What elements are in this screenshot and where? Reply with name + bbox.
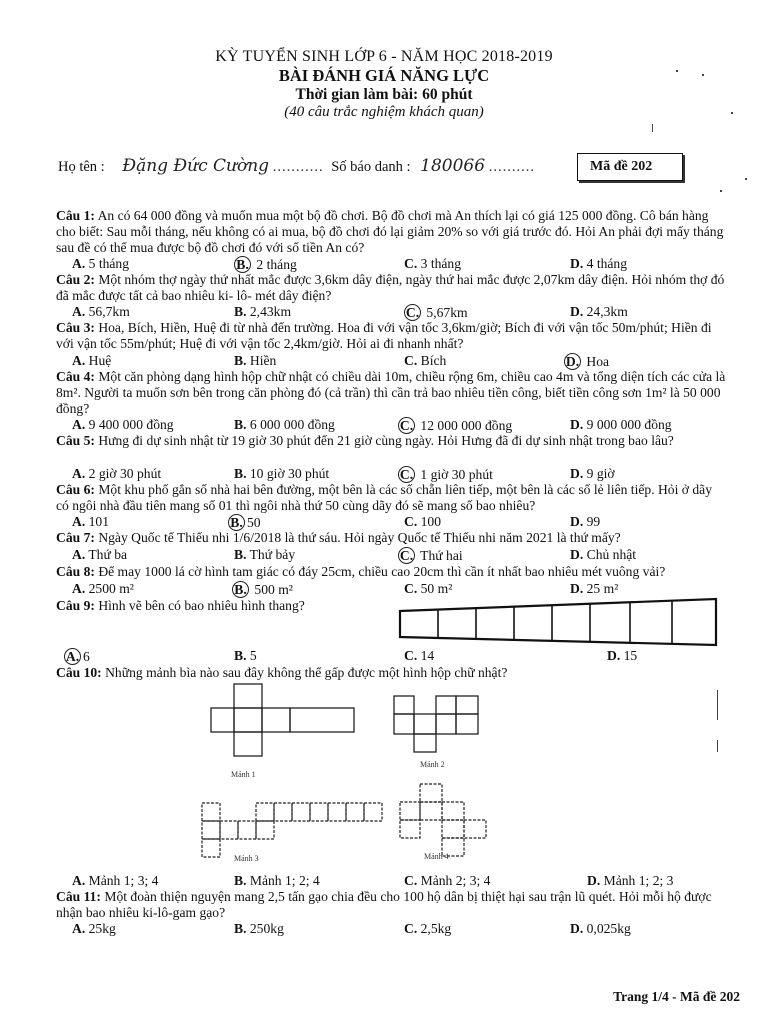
q5-option-d: D. 9 giờ <box>570 466 615 481</box>
q2-option-c: C. 5,67km <box>405 305 468 320</box>
question-5-text: Câu 5: Hưng đi dự sinh nhật từ 19 giờ 30 phút đến 21 giờ cùng ngày. Hỏi Hưng đã đi dự sinh nhật trong bao lâu? <box>56 433 674 448</box>
question-1-text: Câu 1: An có 64 000 đồng và muốn mua một bộ đồ chơi. Bộ đồ chơi mà An thích lại có giá 125 000 đồng. Cô bán hàng cho biết: Sau mỗi tháng, nếu không có ai mua, bộ đồ chơi đó lại giảm 20% so với giá trước đó. Hỏi An phải đợi mấy tháng sau đề có thể mua được bộ đồ chơi đó với số tiền An có? <box>56 208 724 255</box>
exam-note: (40 câu trắc nghiệm khách quan) <box>284 104 484 120</box>
q5-option-b: B. 10 giờ 30 phút <box>234 466 330 481</box>
q2-option-b: B. 2,43km <box>234 304 292 319</box>
question-2-text: Câu 2: Một nhóm thợ ngày thứ nhất mắc được 3,6km dây điện, ngày thứ hai mắc được 2,07km dây điện. Hỏi nhóm thợ đó đã mắc được tất cả bao nhiêu ki- lô- mét dây điện? <box>56 272 725 303</box>
q1-option-c: C. 3 tháng <box>404 256 462 271</box>
trapezoid-figure <box>398 597 718 647</box>
question-6-options <box>72 514 728 530</box>
q10-option-c: C. Mảnh 2; 3; 4 <box>404 873 491 888</box>
scan-speck <box>720 190 722 192</box>
q10-option-b: B. Mảnh 1; 2; 4 <box>234 873 320 888</box>
q9-option-c: C. 14 <box>404 648 435 663</box>
exam-subtitle: BÀI ĐÁNH GIÁ NĂNG LỰC <box>278 66 490 85</box>
question-7-text: Câu 7: Ngày Quốc tế Thiếu nhi 1/6/2018 là thứ sáu. Hỏi ngày Quốc tế Thiếu nhi năm 2021 là thứ mấy? <box>56 530 621 545</box>
student-info-line <box>58 156 535 176</box>
q3-option-c: C. Bích <box>404 353 447 368</box>
q10-option-a: A. Mảnh 1; 3; 4 <box>72 873 159 888</box>
scan-speck <box>717 690 718 720</box>
net-3-label: Mảnh 3 <box>234 854 259 863</box>
question-4-text: Câu 4: Một căn phòng dạng hình hộp chữ nhật có chiều dài 10m, chiều rộng 6m, chiều cao 4m và tổng diện tích các cửa là 8m². Người ta muốn sơn bên trong căn phòng đó (cả trần) thì cần trả bao nhiêu tiền công, biết tiền công sơn 1m² là 50 000 đồng? <box>56 369 726 416</box>
q1-option-d: D. 4 tháng <box>570 256 628 271</box>
sbd-dots: .......... <box>488 159 535 175</box>
question-7-options <box>72 547 728 563</box>
q7-option-d: D. Chủ nhật <box>570 547 637 562</box>
question-1-options <box>72 256 728 272</box>
q6-option-d: D. 99 <box>570 514 601 529</box>
q1-option-a: A. 5 tháng <box>72 256 130 271</box>
q8-option-c: C. 50 m² <box>404 581 453 596</box>
net-4-label: Mảnh 4 <box>424 852 449 861</box>
q8-option-a: A. 2500 m² <box>72 581 134 596</box>
q3-option-b: B. Hiền <box>234 353 277 368</box>
net-4-figure <box>398 782 488 860</box>
student-name-handwritten: Đặng Đức Cường <box>122 156 270 176</box>
question-9-options <box>65 648 728 664</box>
q7-option-b: B. Thứ bảy <box>234 547 296 562</box>
q1-option-b: B. 2 tháng <box>234 256 297 273</box>
q9-option-d: D. 15 <box>607 648 638 663</box>
scan-speck <box>731 112 733 114</box>
question-8-text: Câu 8: Để may 1000 lá cờ hình tam giác có đáy 25cm, chiều cao 20cm thì cần ít nhất bao nhiêu mét vuông vải? <box>56 564 666 579</box>
question-8-options <box>72 581 728 597</box>
question-11-text: Câu 11: Một đoàn thiện nguyện mang 2,5 tấn gạo chia đều cho 100 hộ dân bị thiệt hại sau trận lũ quét. Hỏi mỗi hộ được nhận bao nhiêu ki-lô-gam gạo? <box>56 889 712 920</box>
net-2-label: Mảnh 2 <box>420 760 445 769</box>
q3-option-a: A. Huệ <box>72 353 112 368</box>
net-1-figure <box>210 682 360 768</box>
q9-option-b: B. 5 <box>234 648 257 663</box>
question-11-options <box>72 921 728 937</box>
scan-speck <box>676 70 678 72</box>
q10-option-d: D. Mảnh 1; 2; 3 <box>587 873 674 888</box>
net-3-figure <box>200 801 384 861</box>
question-4-options <box>72 417 728 433</box>
q2-option-d: D. 24,3km <box>570 304 628 319</box>
net-2-figure <box>392 694 496 756</box>
exam-code-box: Mã đề 202 <box>577 153 683 181</box>
q9-option-a: A. 6 <box>65 649 90 664</box>
q11-option-a: A. 25kg <box>72 921 116 936</box>
q11-option-d: D. 0,025kg <box>570 921 631 936</box>
scan-speck <box>717 740 718 752</box>
question-3-options <box>72 353 728 369</box>
q5-option-a: A. 2 giờ 30 phút <box>72 466 162 481</box>
q2-option-a: A. 56,7km <box>72 304 130 319</box>
sbd-label: Số báo danh : <box>331 159 411 175</box>
q4-option-d: D. 9 000 000 đồng <box>570 417 672 432</box>
question-3-text: Câu 3: Hoa, Bích, Hiền, Huệ đi từ nhà đến trường. Hoa đi với vận tốc 3,6km/giờ; Bích đi với vận tốc 50m/phút; Hiền đi với vận tốc 55m/phút; Huệ đi với vận tốc 2,4km/giờ. Hỏi ai đi nhanh nhất? <box>56 320 712 351</box>
q4-option-c: C. 12 000 000 đồng <box>399 418 513 433</box>
q8-option-d: D. 25 m² <box>570 581 619 596</box>
name-label: Họ tên : <box>58 159 105 175</box>
student-number-handwritten: 180066 <box>420 156 486 176</box>
q11-option-b: B. 250kg <box>234 921 284 936</box>
scan-speck <box>745 178 747 180</box>
q5-option-c: C. 1 giờ 30 phút <box>399 467 493 482</box>
q6-option-a: A. 101 <box>72 514 110 529</box>
exam-duration: Thời gian làm bài: 60 phút <box>295 86 473 103</box>
exam-title: KỲ TUYỂN SINH LỚP 6 - NĂM HỌC 2018-2019 <box>215 48 553 65</box>
q6-option-b: B. 50 <box>228 514 261 531</box>
scan-speck <box>652 124 653 132</box>
q6-option-c: C. 100 <box>404 514 442 529</box>
question-9-text: Câu 9: Hình vẽ bên có bao nhiêu hình thang? <box>56 598 305 613</box>
question-10-text: Câu 10: Những mảnh bìa nào sau đây không thể gấp được một hình hộp chữ nhật? <box>56 665 508 680</box>
q7-option-c: C. Thứ hai <box>399 548 463 563</box>
q4-option-a: A. 9 400 000 đồng <box>72 417 174 432</box>
q4-option-b: B. 6 000 000 đồng <box>234 417 335 432</box>
question-5-options <box>72 466 728 482</box>
name-dots: ........... <box>272 159 324 175</box>
q8-option-b: B. 500 m² <box>232 581 293 598</box>
question-10-options <box>72 873 728 889</box>
net-1-label: Mảnh 1 <box>231 770 256 779</box>
q3-option-d: D. Hoa <box>565 354 610 369</box>
question-6-text: Câu 6: Một khu phố gắn số nhà hai bên đường, một bên là các số chẵn liên tiếp, một bên là các số lẻ liên tiếp. Hỏi ở dãy có ngôi nhà đầu tiên mang số 01 thì ngôi nhà thứ 50 cùng dãy đó sẽ mang số bao nhiêu? <box>56 482 712 513</box>
question-2-options <box>72 304 728 320</box>
page-footer: Trang 1/4 - Mã đề 202 <box>613 989 740 1004</box>
q7-option-a: A. Thứ ba <box>72 547 128 562</box>
scan-speck <box>702 74 704 76</box>
q11-option-c: C. 2,5kg <box>404 921 452 936</box>
